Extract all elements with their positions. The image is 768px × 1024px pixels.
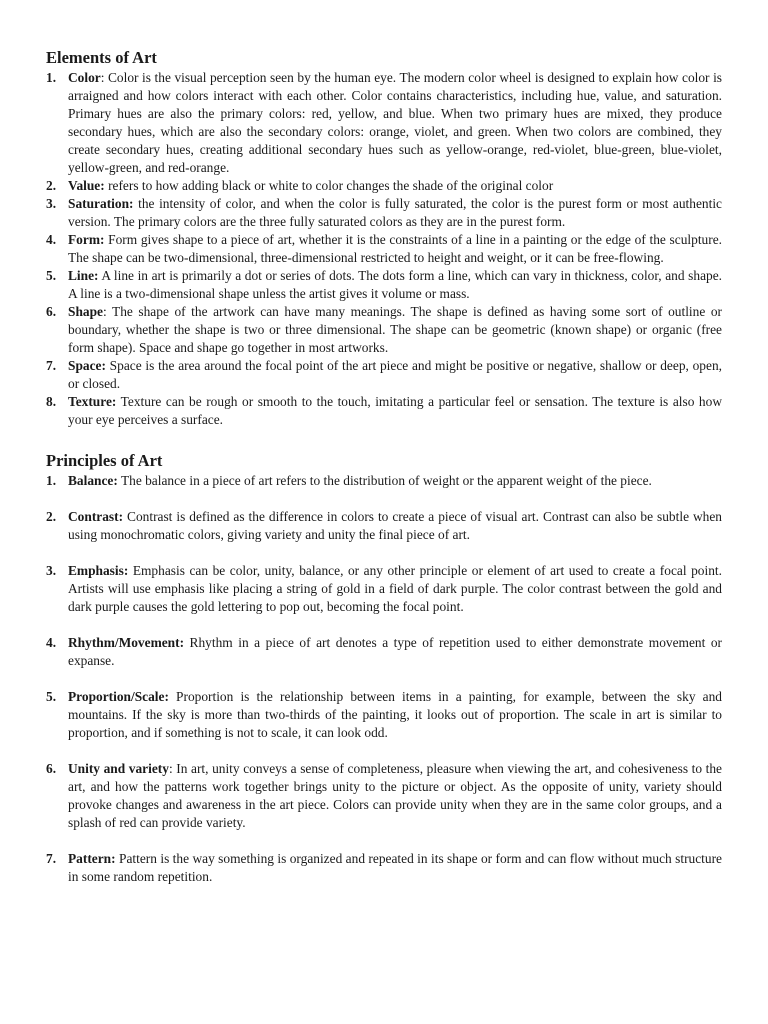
elements-list [46,69,722,429]
item-term: Texture: [68,394,117,409]
list-item [46,69,722,177]
item-number: 1. [46,473,57,488]
item-text: : Color is the visual perception seen by the human eye. The modern color wheel is designed to explain how color is arraigned and how colors interact with each other. Color contains characteristics, including hue, value, and saturation. Primary hues are also the primary colors: red, yellow, and blue. When two primary hues are mixed, they produce secondary hues, which are also the secondary colors: orange, violet, and green. When two colors are combined, they create secondary hues, creating additional secondary hues such as yellow-orange, red-violet, blue-green, blue-violet, yellow-green, and red-orange. [68,70,722,175]
list-item [46,303,722,357]
item-text: refers to how adding black or white to color changes the shade of the original color [104,178,554,193]
item-term: Unity and variety [68,761,169,776]
item-text: Space is the area around the focal point of the art piece and might be positive or negative, shallow or deep, open, or closed. [68,358,722,391]
list-item [46,195,722,231]
item-term: Space: [68,358,106,373]
item-term: Line: [68,268,99,283]
section-gap [46,429,722,451]
item-number: 6. [46,304,57,319]
item-number: 4. [46,232,57,247]
list-item [46,357,722,393]
principles-heading: Principles of Art [46,451,163,470]
item-term: Proportion/Scale: [68,689,169,704]
item-number: 8. [46,394,57,409]
item-text: Emphasis can be color, unity, balance, or any other principle or element of art used to create a focal point. Artists will use emphasis like placing a string of gold in a field of dark purple. The color contrast between the gold and dark purple causes the gold lettering to pop out, becoming the focal point. [68,563,722,614]
list-item [46,760,722,832]
item-number: 4. [46,635,57,650]
item-term: Shape [68,304,103,319]
item-term: Color [68,70,101,85]
item-number: 6. [46,761,57,776]
item-text: Form gives shape to a piece of art, whether it is the constraints of a line in a painting or the edge of the sculpture. The shape can be two-dimensional, three-dimensional restricted to height and weight, or it can be free-flowing. [68,232,722,265]
item-term: Emphasis: [68,563,129,578]
item-term: Balance: [68,473,118,488]
item-text: Contrast is defined as the difference in colors to create a piece of visual art. Contrast can also be subtle when using monochromatic colors, giving variety and unity the final piece of art. [68,509,722,542]
list-item [46,267,722,303]
item-text: : In art, unity conveys a sense of completeness, pleasure when viewing the art, and cohesiveness to the art, and how the patterns work together brings unity to the picture or object. As the opposite of unity, variety should provoke changes and awareness in the art piece. Colors can provide unity when they are in the same color groups, and a splash of red can provide variety. [68,761,722,830]
item-text: Proportion is the relationship between items in a painting, for example, between the sky and mountains. If the sky is more than two-thirds of the painting, it looks out of proportion. The scale in art is similar to proportion, and if something is not to scale, it can look odd. [68,689,722,740]
list-item [46,472,722,490]
item-term: Pattern: [68,851,116,866]
item-number: 5. [46,689,57,704]
list-item [46,562,722,616]
item-number: 1. [46,70,57,85]
list-item [46,688,722,742]
list-item [46,850,722,886]
elements-heading: Elements of Art [46,48,157,67]
item-number: 5. [46,268,57,283]
item-number: 2. [46,178,57,193]
item-term: Form: [68,232,105,247]
list-item [46,231,722,267]
item-number: 7. [46,358,57,373]
item-number: 3. [46,563,57,578]
principles-list [46,472,722,886]
item-text: The balance in a piece of art refers to the distribution of weight or the apparent weight of the piece. [117,473,652,488]
list-item [46,508,722,544]
item-number: 3. [46,196,57,211]
list-item [46,177,722,195]
item-term: Rhythm/Movement: [68,635,185,650]
item-term: Saturation: [68,196,134,211]
item-term: Contrast: [68,509,124,524]
item-text: Pattern is the way something is organized and repeated in its shape or form and can flow without much structure in some random repetition. [68,851,722,884]
item-term: Value: [68,178,105,193]
list-item [46,393,722,429]
item-text: Texture can be rough or smooth to the touch, imitating a particular feel or sensation. The texture is also how your eye perceives a surface. [68,394,722,427]
item-text: A line in art is primarily a dot or series of dots. The dots form a line, which can vary in thickness, color, and shape. A line is a two-dimensional shape unless the artist gives it volume or mass. [68,268,722,301]
item-text: : The shape of the artwork can have many meanings. The shape is defined as having some sort of outline or boundary, whether the shape is two or three dimensional. The shape can be geometric (known shape) or organic (free form shape). Space and shape go together in most artworks. [68,304,722,355]
item-number: 2. [46,509,57,524]
list-item [46,634,722,670]
item-text: Rhythm in a piece of art denotes a type of repetition used to either demonstrate movement or expanse. [68,635,722,668]
item-text: the intensity of color, and when the color is fully saturated, the color is the purest form or most authentic version. The primary colors are the three fully saturated colors as they are in the purest form. [68,196,722,229]
item-number: 7. [46,851,57,866]
